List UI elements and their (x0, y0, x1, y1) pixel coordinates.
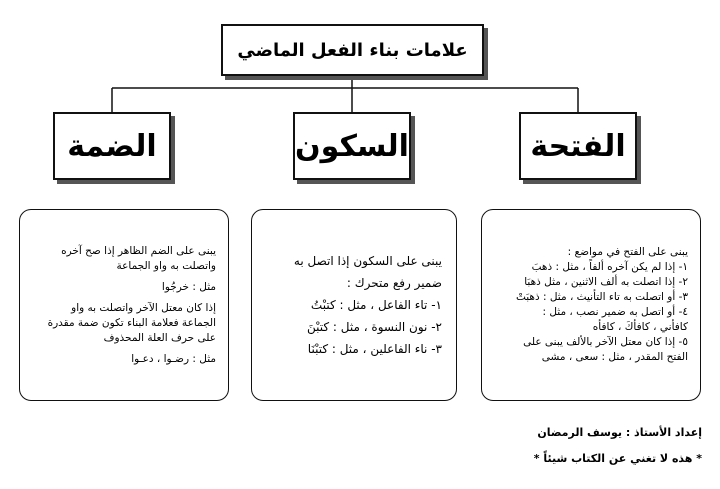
fatha-line: يبنى على الفتح في مواضع : (567, 246, 688, 258)
damma-line: مثل : رضـوا ، دعـوا (131, 352, 216, 365)
footer-note: * هذه لا تغني عن الكتاب شيئاً * (533, 452, 702, 465)
fatha-line: ٣- أو اتصلت به تاء التأنيث ، مثل : ذهبَتْ (515, 291, 688, 303)
heading-sukun-label: السكون (295, 128, 409, 164)
sukun-content-box (251, 209, 457, 401)
heading-fatha-label: الفتحة (530, 128, 626, 164)
heading-damma-label: الضمة (67, 128, 157, 164)
heading-sukun (293, 112, 411, 180)
title-box (221, 24, 484, 76)
heading-fatha (519, 112, 637, 180)
fatha-line: ٢- إذا اتصلت به ألف الاثنين ، مثل ذهبَا (524, 276, 688, 288)
damma-line: إذا كان معتل الآخر واتصلت به واو (71, 301, 216, 314)
damma-line: واتصلت به واو الجماعة (116, 259, 216, 272)
fatha-line: الفتح المقدر ، مثل : سعى ، مشى (541, 351, 688, 363)
damma-line: الجماعة فعلامة البناء تكون ضمة مقدرة (47, 316, 216, 329)
sukun-line: يبنى على السكون إذا اتصل به (293, 254, 442, 268)
damma-content-box (19, 209, 229, 401)
damma-line: على حرف العلة المحذوف (103, 331, 216, 344)
damma-line: يبنى على الضم الظاهر إذا صح آخره (61, 244, 216, 257)
sukun-line: ضمير رفع متحرك : (346, 276, 442, 290)
damma-line: مثل : خرجُوا (161, 280, 216, 293)
fatha-line: ٤- أو اتصل به ضمير نصب ، مثل : (542, 306, 688, 318)
sukun-line: ٣- ناء الفاعلين ، مثل : كتبْنَا (307, 342, 442, 356)
fatha-line: ٥- إذا كان معتل الآخر بالألف يبنى على (523, 336, 688, 348)
page-title: علامات بناء الفعل الماضي (237, 39, 468, 61)
fatha-content-box (481, 209, 701, 401)
sukun-line: ٢- نون النسوة ، مثل : كتبْنَ (307, 320, 442, 334)
fatha-line: كافأني ، كافأكَ ، كافأه (592, 321, 688, 333)
fatha-line: ١- إذا لم يكن آخره ألفاً ، مثل : ذهبَ (531, 261, 688, 273)
sukun-line: ١- تاء الفاعل ، مثل : كتبْتُ (310, 298, 442, 312)
footer-author: إعداد الأستاذ : يوسف الرمضان (537, 426, 702, 439)
heading-damma (53, 112, 171, 180)
